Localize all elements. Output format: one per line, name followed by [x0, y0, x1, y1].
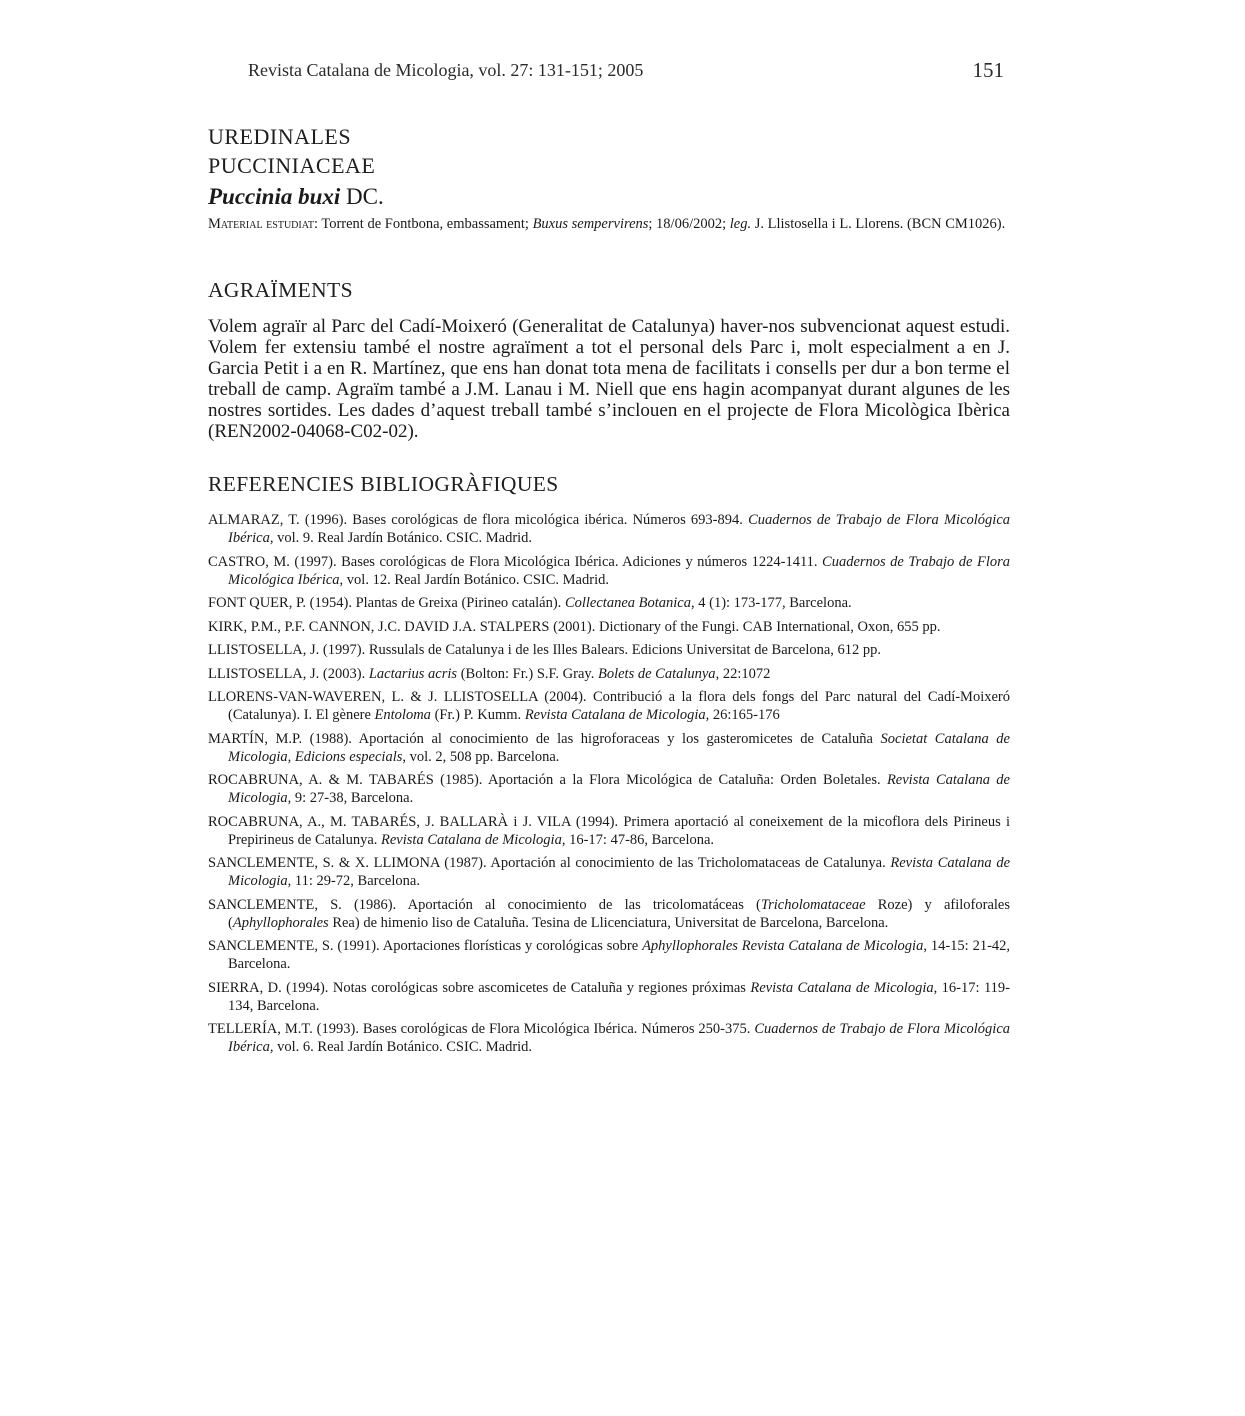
reference-post: (Fr.) P. Kumm.: [430, 707, 525, 723]
reference-ital: Revista Catalana de Micologia: [381, 831, 562, 848]
reference-pre: TELLERÍA, M.T. (1993). Bases corológicas de Flora Micológica Ibérica. Números 250-375.: [208, 1021, 755, 1037]
reference-ital: Societat Catalana de Micologia, Edicions especials: [228, 730, 1010, 765]
material-studied: [208, 215, 1010, 233]
species-name: Puccinia buxi: [208, 184, 341, 209]
reference-pre: SANCLEMENTE, S. & X. LLIMONA (1987). Aportación al conocimiento de las Tricholomataceas de Catalunya.: [208, 855, 891, 871]
reference-post: (Bolton: Fr.) S.F. Gray.: [457, 665, 598, 682]
reference-pre: ROCABRUNA, A. & M. TABARÉS (1985). Aportación a la Flora Micológica de Cataluña: Orden Boletales.: [208, 772, 887, 788]
reference-post: , 16-17: 119-134, Barcelona.: [228, 979, 1011, 1014]
reference-ital: Revista Catalana de Micologia: [228, 855, 1011, 889]
reference-post: , 14-15: 21-42, Barcelona.: [228, 938, 1011, 972]
reference-ital: Revista Catalana de Micologia: [228, 772, 1010, 806]
reference-ital2: Bolets de Catalunya: [597, 665, 716, 682]
journal-citation: Revista Catalana de Micologia, vol. 27: 131-151; 2005: [248, 60, 644, 80]
reference-item: [208, 553, 1010, 589]
reference-ital: Cuadernos de Trabajo de Flora Micológica Ibérica: [228, 553, 1010, 588]
reference-ital: Revista Catalana de Micologia: [750, 979, 934, 996]
reference-post: , 11: 29-72, Barcelona.: [287, 873, 420, 889]
reference-post: , 16-17: 47-86, Barcelona.: [561, 831, 715, 848]
reference-pre: ALMARAZ, T. (1996). Bases corológicas de flora micológica ibérica. Números 693-894.: [208, 512, 749, 528]
reference-item: [208, 937, 1010, 973]
reference-post: , vol. 9. Real Jardín Botánico. CSIC. Madrid.: [269, 530, 533, 546]
reference-post2: Rea) de himenio liso de Cataluña. Tesina de Llicenciatura, Universitat de Barcelona, Barcelona.: [328, 914, 889, 931]
reference-post: , 4 (1): 173-177, Barcelona.: [690, 595, 852, 611]
reference-ital: Tricholomataceae: [760, 896, 866, 913]
reference-item: [208, 665, 1010, 683]
reference-pre: MARTÍN, M.P. (1988). Aportación al conocimiento de las higroforaceas y los gasteromicetes de Cataluña: [208, 730, 881, 747]
reference-item: [208, 979, 1010, 1015]
reference-pre: LLISTOSELLA, J. (2003).: [208, 665, 369, 682]
reference-ital: Collectanea Botanica: [564, 595, 691, 611]
material-leg: leg.: [729, 216, 752, 232]
material-locality: Torrent de Fontbona, embassament;: [321, 216, 529, 232]
reference-pre: ROCABRUNA, A., M. TABARÉS, J. BALLARÀ i J. VILA (1994). Primera aportació al coneixement de la micoflora dels Pirineus i Prepirineus de Catalunya.: [208, 813, 1010, 848]
reference-item: [208, 511, 1010, 547]
order-heading: UREDINALES: [208, 124, 352, 149]
reference-pre: LLISTOSELLA, J. (1997). Russulals de Catalunya i de les Illes Balears. Edicions Universitat de Barcelona, 612 pp.: [208, 642, 882, 658]
reference-post: , vol. 2, 508 pp. Barcelona.: [402, 748, 560, 765]
reference-post2: , 26:165-176: [705, 707, 780, 723]
reference-item: [208, 688, 1010, 724]
reference-ital2: Revista Catalana de Micologia: [524, 707, 706, 723]
material-label: Material estudiat:: [208, 216, 318, 232]
reference-pre: CASTRO, M. (1997). Bases corológicas de Flora Micológica Ibérica. Adiciones y números 1224-1411.: [208, 553, 823, 570]
acknowledgements-heading: AGRAÏMENTS: [208, 278, 353, 302]
reference-post: , vol. 6. Real Jardín Botánico. CSIC. Madrid.: [269, 1039, 533, 1055]
reference-pre: FONT QUER, P. (1954). Plantas de Greixa (Pirineo catalán).: [208, 595, 565, 611]
reference-pre: SANCLEMENTE, S. (1991). Aportaciones florísticas y corológicas sobre: [208, 938, 643, 954]
reference-item: [208, 1020, 1010, 1056]
acknowledgements-body: Volem agraïr al Parc del Cadí-Moixeró (Generalitat de Catalunya) haver-nos subvencionat aquest estudi. Volem fer extensiu també el nostre agraïment a tot el personal dels Parc i, molt especialment a en J. Garcia Petit i a en R. Martínez, que ens han donat tota mena de facilitats i consells per dur a bon terme el treball de camp. Agraïm també a J.M. Lanau i M. Niell que ens hagin acompanyat durant algunes de les nostres sortides. Les dades d’aquest treball també s’inclouen en el projecte de Flora Micològica Ibèrica (REN2002-04068-C02-02).: [208, 316, 1010, 442]
reference-item: [208, 641, 1010, 659]
material-collectors: J. Llistosella i L. Llorens. (BCN CM1026).: [754, 216, 1006, 232]
page-number: 151: [972, 58, 1004, 82]
reference-item: [208, 730, 1010, 766]
reference-post: , 9: 27-38, Barcelona.: [287, 790, 414, 806]
references-list: [208, 511, 1010, 1062]
reference-post2: , 22:1072: [715, 665, 771, 682]
reference-item: [208, 813, 1010, 849]
family-heading: PUCCINIACEAE: [208, 153, 376, 178]
reference-item: [208, 854, 1010, 890]
reference-post: , vol. 12. Real Jardín Botánico. CSIC. Madrid.: [339, 571, 609, 588]
reference-pre: SANCLEMENTE, S. (1986). Aportación al conocimiento de las tricolomatáceas (: [208, 896, 761, 913]
reference-ital: Aphyllophorales Revista Catalana de Micologia: [642, 938, 924, 954]
reference-item: [208, 896, 1010, 932]
reference-ital: Cuadernos de Trabajo de Flora Micológica Ibérica: [228, 1021, 1011, 1055]
reference-item: [208, 594, 1010, 612]
reference-item: [208, 771, 1010, 807]
reference-ital: Lactarius acris: [368, 665, 458, 682]
reference-ital: Cuadernos de Trabajo de Flora Micológica Ibérica: [228, 512, 1011, 546]
species-author: DC.: [346, 184, 384, 209]
reference-pre: LLORENS-VAN-WAVEREN, L. & J. LLISTOSELLA (2004). Contribució a la flora dels fongs del Parc natural del Cadí-Moixeró (Catalunya). I. El gènere: [208, 689, 1010, 723]
material-date: ; 18/06/2002;: [648, 216, 727, 232]
species-heading: [208, 184, 384, 210]
reference-post: Roze) y afiloforales (: [228, 896, 1010, 931]
reference-ital2: Aphyllophorales: [232, 914, 329, 931]
material-host: Buxus sempervirens: [532, 216, 649, 232]
reference-pre: KIRK, P.M., P.F. CANNON, J.C. DAVID J.A. STALPERS (2001). Dictionary of the Fungi. CAB International, Oxon, 655 pp.: [208, 618, 941, 635]
reference-ital: Entoloma: [374, 707, 431, 723]
reference-item: [208, 618, 1010, 636]
references-heading: REFERENCIES BIBLIOGRÀFIQUES: [208, 472, 559, 496]
reference-pre: SIERRA, D. (1994). Notas corológicas sobre ascomicetes de Cataluña y regiones próximas: [208, 979, 751, 996]
